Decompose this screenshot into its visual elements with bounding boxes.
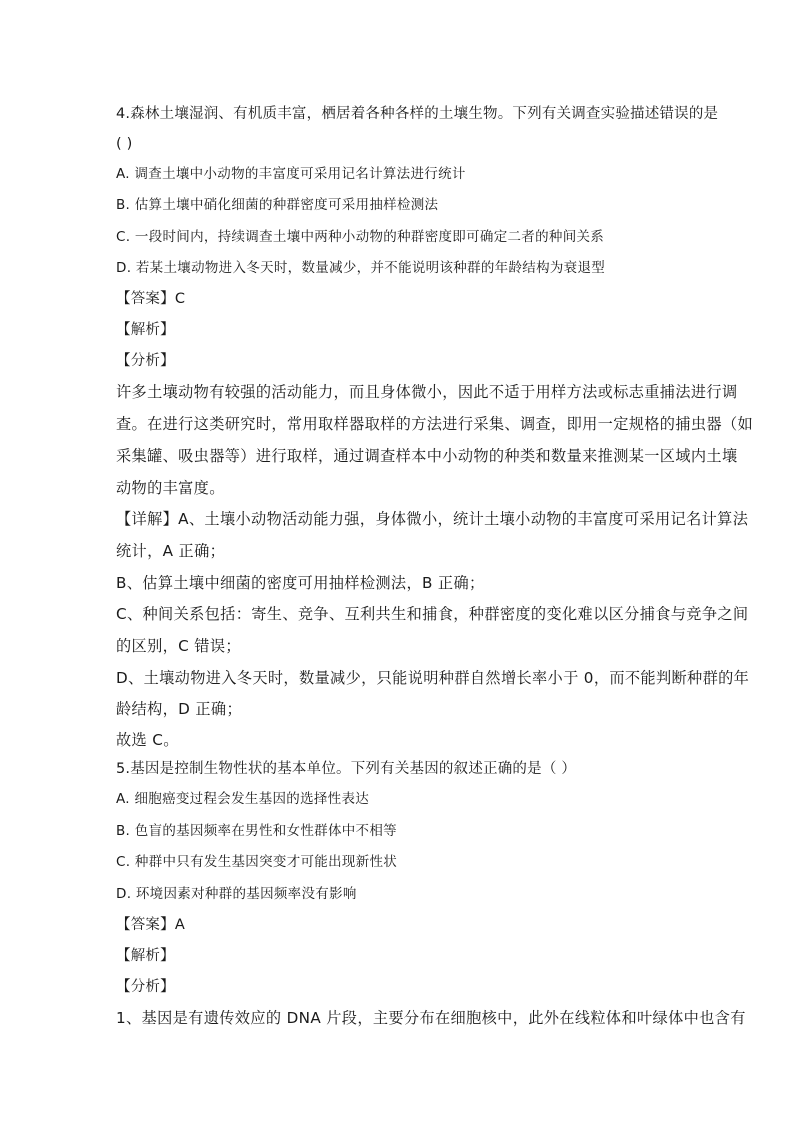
q5-answer (116, 915, 185, 935)
q5-answer-value: A (174, 917, 185, 933)
q4-detail-line5: 的区别，C 错误； (116, 637, 241, 655)
q4-answer (116, 289, 185, 309)
q4-analysis-tag: 【解析】 (116, 322, 175, 338)
q5-stem-line1: 5.基因是控制生物性状的基本单位。下列有关基因的叙述正确的是（ ） (116, 761, 577, 777)
q4-option-b: B. 估算土壤中硝化细菌的种群密度可采用抽样检测法 (116, 197, 439, 213)
q4-answer-tag: 【答案】 (116, 291, 175, 307)
q4-detail-line4: C、种间关系包括：寄生、竞争、互利共生和捕食，种群密度的变化难以区分捕食与竞争之间 (116, 605, 749, 623)
q4-option-a: A. 调查土壤中小动物的丰富度可采用记名计算法进行统计 (116, 166, 466, 182)
q5-option-d: D. 环境因素对种群的基因频率没有影响 (116, 886, 357, 902)
q4-fenxi-line4: 动物的丰富度。 (116, 479, 225, 497)
q4-fenxi-line1: 许多土壤动物有较强的活动能力，而且身体微小，因此不适于用样方法或标志重捕法进行调 (116, 383, 738, 401)
q4-option-d: D. 若某土壤动物进入冬天时，数量减少，并不能说明该种群的年龄结构为衰退型 (116, 260, 606, 276)
q4-detail-line8: 故选 C。 (116, 731, 179, 749)
q4-fenxi-line3: 采集罐、吸虫器等）进行取样，通过调查样本中小动物的种类和数量来推测某一区域内土壤 (116, 447, 738, 465)
q4-fenxi-line2: 查。在进行这类研究时，常用取样器取样的方法进行采集、调查，即用一定规格的捕虫器（如 (116, 415, 754, 433)
q4-stem-line1: 4.森林土壤湿润、有机质丰富，栖居着各种各样的土壤生物。下列有关调查实验描述错误的是 (116, 106, 719, 122)
q5-answer-tag: 【答案】 (116, 917, 175, 933)
q4-detail-line3: B、估算土壤中细菌的密度可用抽样检测法，B 正确； (116, 574, 485, 592)
q4-fenxi-tag: 【分析】 (116, 353, 175, 369)
q4-detail-line1: 【详解】A、土壤小动物活动能力强，身体微小，统计土壤小动物的丰富度可采用记名计算法 (116, 510, 749, 528)
q4-detail-line2: 统计，A 正确； (116, 542, 226, 560)
q5-option-b: B. 色盲的基因频率在男性和女性群体中不相等 (116, 823, 397, 839)
q4-stem-line2: ( ) (116, 136, 133, 152)
q4-detail-line6: D、土壤动物进入冬天时，数量减少，只能说明种群自然增长率小于 0，而不能判断种群的年 (116, 669, 750, 687)
q4-option-c: C. 一段时间内，持续调查土壤中两种小动物的种群密度即可确定二者的种间关系 (116, 229, 605, 245)
q5-fenxi-line1: 1、基因是有遗传效应的 DNA 片段，主要分布在细胞核中，此外在线粒体和叶绿体中也含有 (116, 1009, 746, 1027)
q5-analysis-tag: 【解析】 (116, 948, 175, 964)
q5-fenxi-tag: 【分析】 (116, 979, 175, 995)
q5-option-a: A. 细胞癌变过程会发生基因的选择性表达 (116, 791, 370, 807)
q4-detail-line7: 龄结构，D 正确； (116, 700, 242, 718)
q4-answer-value: C (174, 291, 186, 307)
q5-option-c: C. 种群中只有发生基因突变才可能出现新性状 (116, 854, 398, 870)
